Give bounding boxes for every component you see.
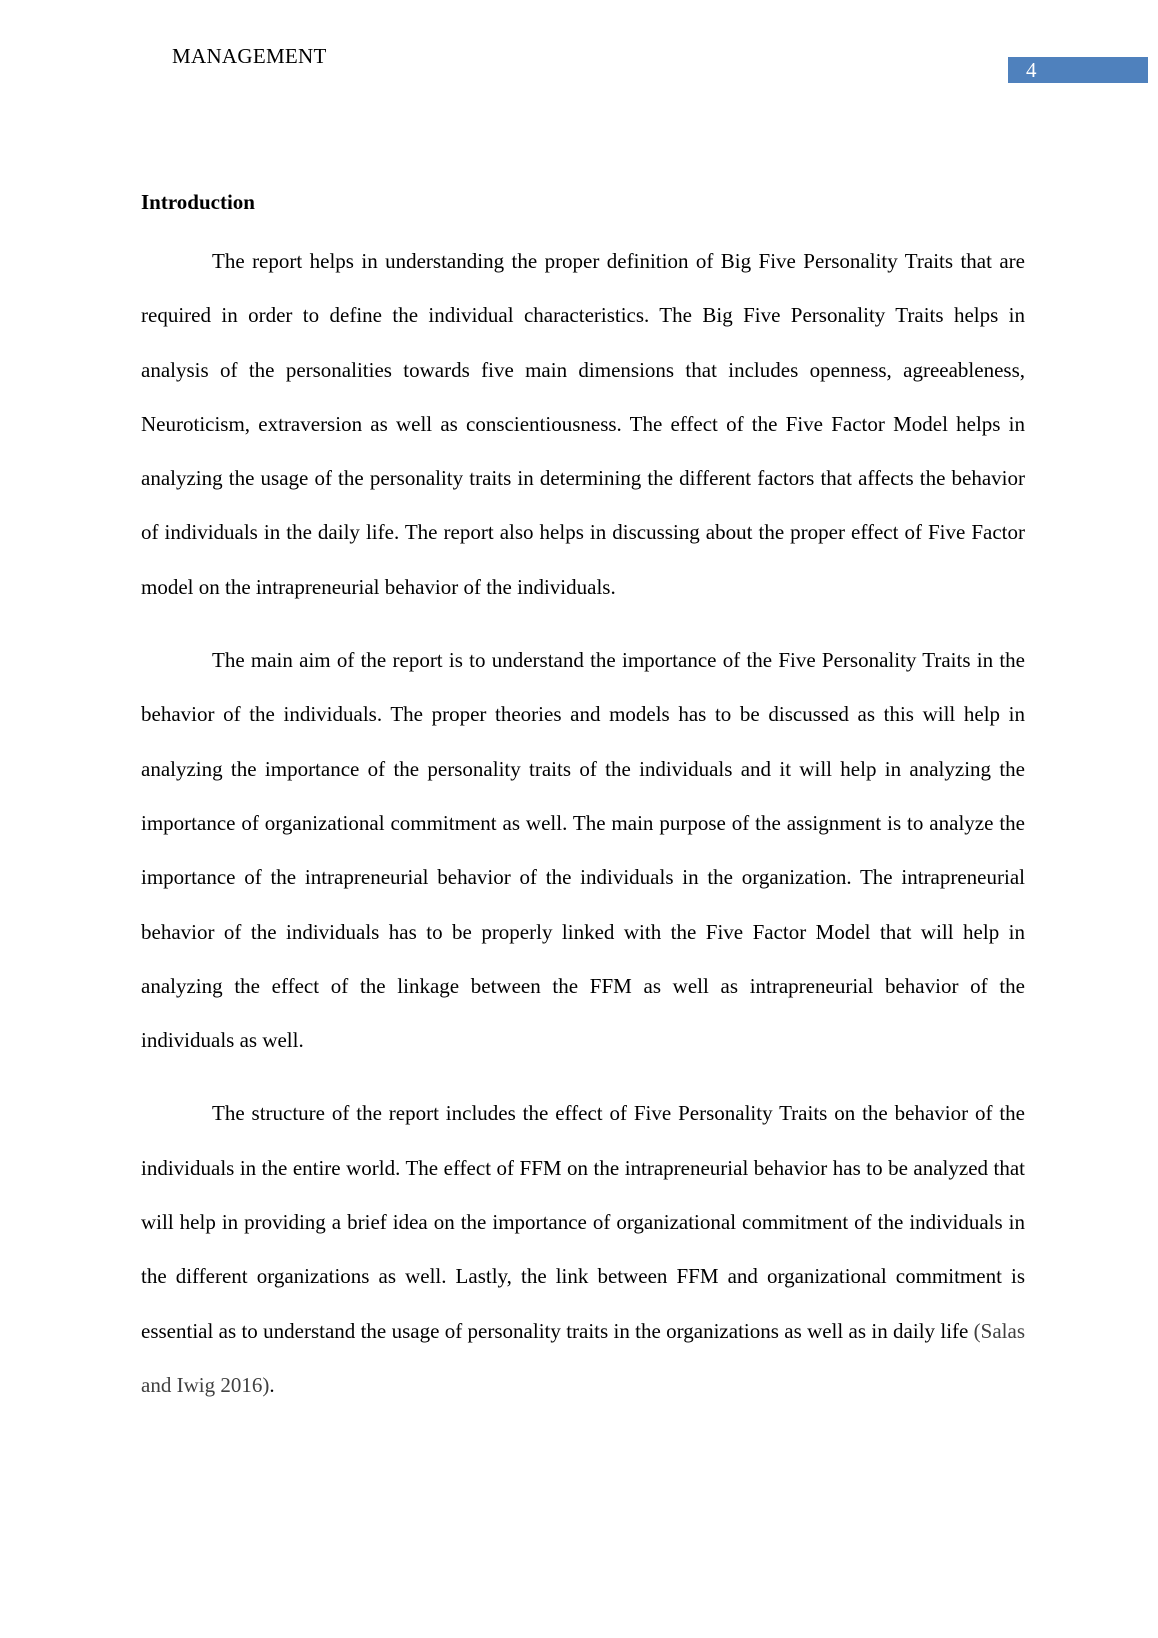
page-number-badge — [1008, 57, 1148, 83]
running-head: MANAGEMENT — [172, 44, 327, 68]
paragraph-end: . — [269, 1372, 275, 1397]
section-heading: Introduction — [141, 190, 255, 214]
paragraph-text: The structure of the report includes the effect of Five Personality Traits on the behavior of the individuals in the entire world. The effect of FFM on the intrapreneurial behavior has to be analyzed that will help in providing a brief idea on the importance of organizational commitment of the individuals in the different organizations as well. Lastly, the link between FFM and organizational commitment is essential as to understand the usage of personality traits in the organizations as well as in daily life — [141, 1101, 1025, 1343]
page-number: 4 — [1026, 58, 1037, 82]
paragraph: The main aim of the report is to understand the importance of the Five Personality Traits in the behavior of the individuals. The proper theories and models has to be discussed as this will help in analyzing the importance of the personality traits of the individuals and it will help in analyzing the importance of organizational commitment as well. The main purpose of the assignment is to analyze the importance of the intrapreneurial behavior of the individuals in the organization. The intrapreneurial behavior of the individuals has to be properly linked with the Five Factor Model that will help in analyzing the effect of the linkage between the FFM as well as intrapreneurial behavior of the individuals as well. — [141, 648, 1025, 1053]
paragraph-with-citation — [141, 1086, 1025, 1412]
citation: (Salas and Iwig 2016) — [141, 1318, 1025, 1397]
paragraph: The report helps in understanding the proper definition of Big Five Personality Traits that are required in order to define the individual characteristics. The Big Five Personality Traits helps in analysis of the personalities towards five main dimensions that includes openness, agreeableness, Neuroticism, extraversion as well as conscientiousness. The effect of the Five Factor Model helps in analyzing the usage of the personality traits in determining the different factors that affects the behavior of individuals in the daily life. The report also helps in discussing about the proper effect of Five Factor model on the intrapreneurial behavior of the individuals. — [141, 249, 1025, 599]
document-body — [141, 186, 1025, 1431]
